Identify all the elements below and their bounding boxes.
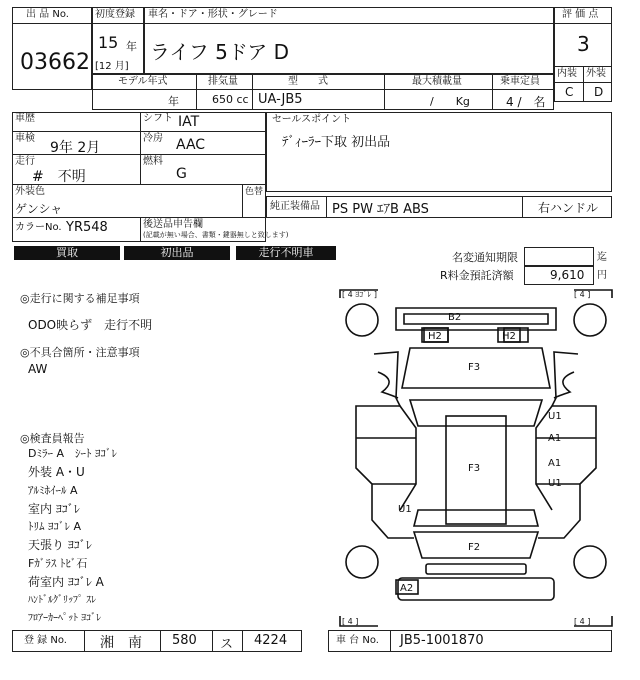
first-reg-label: 初度登録 xyxy=(95,9,135,20)
mark-u1-left: U1 xyxy=(398,504,412,515)
type-value: UA-JB5 xyxy=(258,92,303,107)
mark-u1-rt: U1 xyxy=(548,411,562,422)
exterior-label: 外装 xyxy=(586,68,606,79)
front-bumper xyxy=(396,308,556,330)
car-name-label: 車名・ドア・形状・グレード xyxy=(148,9,278,20)
shift-value: IAT xyxy=(178,114,200,130)
wheel-rear-left xyxy=(346,546,378,578)
displacement-label: 排気量 xyxy=(208,76,238,87)
name-change-unit: 迄 xyxy=(597,252,607,263)
inspector-line-6: 天張り ﾖｺﾞﾚ xyxy=(28,538,92,552)
recycle-label: R料金預託済額 xyxy=(440,269,514,282)
mark-a1-rt: A1 xyxy=(548,433,562,444)
sales-point-label: セールスポイント xyxy=(272,114,352,125)
chassis-number: JB5-1001870 xyxy=(400,633,484,648)
right-side xyxy=(538,352,596,538)
inspection-label: 車検 xyxy=(15,133,35,144)
lot-number: 03662 xyxy=(20,50,90,75)
name-change-box xyxy=(524,247,594,266)
mark-u1-rb: U1 xyxy=(548,478,562,489)
inspector-line-2: 外装 A・U xyxy=(28,465,85,479)
status-first-listing: 初出品 xyxy=(124,246,230,260)
ac-value: AAC xyxy=(176,137,206,153)
max-load-label: 最大積載量 xyxy=(412,76,462,87)
reg-label: 登 録 No. xyxy=(24,635,67,646)
mark-b2: B2 xyxy=(448,312,462,323)
color-no-value: YR548 xyxy=(66,220,108,235)
history-label: 車歴 xyxy=(15,113,35,124)
first-reg-year: 15 xyxy=(98,33,119,52)
inspector-header: ◎検査員報告 xyxy=(20,432,85,445)
fuel-label: 燃料 xyxy=(143,156,163,167)
inspector-line-4: 室内 ﾖｺﾞﾚ xyxy=(28,502,80,516)
wheel-front-right xyxy=(574,304,606,336)
sales-point-value: ﾃﾞｨｰﾗｰ下取 初出品 xyxy=(282,135,391,150)
mileage-label: 走行 xyxy=(15,156,35,167)
ac-label: 冷房 xyxy=(143,133,163,144)
interior-grade: C xyxy=(565,85,574,99)
driving-header: ◎走行に関する補足事項 xyxy=(20,292,140,305)
capacity-value: 4 / 名 xyxy=(506,95,546,109)
tire-rl-label: [ 4 ] xyxy=(342,617,359,626)
inspection-value: 9年 2月 xyxy=(50,140,101,156)
rear-bumper xyxy=(398,578,554,600)
docs-label: 後送品申告欄 xyxy=(143,219,203,230)
mark-f3-roof: F3 xyxy=(468,463,481,474)
reg-area: 湘 南 xyxy=(100,635,142,651)
windshield xyxy=(410,400,542,426)
mark-h2-left: H2 xyxy=(428,331,442,342)
inspector-line-5: ﾄﾘﾑ ﾖｺﾞﾚ A xyxy=(28,520,82,533)
inspector-line-7: Fｶﾞﾗｽ ﾄﾋﾞ石 xyxy=(28,557,88,570)
interior-label: 内装 xyxy=(557,68,577,79)
inspector-line-10: ﾌﾛｱｰｶｰﾍﾟｯﾄ ﾖｺﾞﾚ xyxy=(28,613,102,624)
name-change-label: 名変通知期限 xyxy=(452,251,518,264)
inspector-line-1: Dﾐﾗｰ A ｼｰﾄ ﾖｺﾞﾚ xyxy=(28,447,117,460)
color-no-label: カラーNo. xyxy=(15,222,62,233)
mark-a1-rb: A1 xyxy=(548,458,562,469)
driving-line-1: ODO映らず 走行不明 xyxy=(28,318,153,332)
grade-value: 3 xyxy=(577,32,590,56)
defects-header: ◎不具合箇所・注意事項 xyxy=(20,346,140,359)
wheel-rear-right xyxy=(574,546,606,578)
mark-a2: A2 xyxy=(400,583,414,594)
handle-value: 右ハンドル xyxy=(538,201,599,215)
status-buyout: 買取 xyxy=(14,246,120,260)
capacity-label: 乗車定員 xyxy=(500,76,540,87)
recycle-unit: 円 xyxy=(597,270,607,281)
docs-note: (記載が無い場合、書類・鍵器無しと致します) xyxy=(143,231,289,239)
inspector-line-9: ﾊﾝﾄﾞﾙｸﾞﾘｯﾌﾟ ｽﾚ xyxy=(28,595,97,606)
equipment-value: PS PW ｴｱB ABS xyxy=(332,202,429,217)
inspector-line-3: ｱﾙﾐﾎｲｰﾙ A xyxy=(28,484,78,497)
first-reg-month: [12 月] xyxy=(95,61,129,72)
equipment-label: 純正装備品 xyxy=(270,201,320,212)
color-value: ゲンシャ xyxy=(15,202,63,216)
max-load-value: / Kg xyxy=(430,95,470,108)
exterior-grade: D xyxy=(594,85,604,99)
wheel-front-left xyxy=(346,304,378,336)
inspector-line-8: 荷室内 ﾖｺﾞﾚ A xyxy=(28,575,104,589)
reg-number: 4224 xyxy=(254,633,288,648)
car-damage-diagram xyxy=(338,288,614,628)
mark-f3-hood: F3 xyxy=(468,362,481,373)
defects-line-1: AW xyxy=(28,362,48,376)
type-label: 型 式 xyxy=(288,76,328,87)
chassis-label: 車 台 No. xyxy=(336,635,379,646)
model-year-value: 年 xyxy=(168,95,179,108)
reg-class: 580 xyxy=(172,633,197,648)
tire-rr-label: [ 4 ] xyxy=(574,617,591,626)
model-year-label: モデル年式 xyxy=(118,76,168,87)
reg-kana: ス xyxy=(220,637,234,652)
fuel-value: G xyxy=(176,166,187,182)
year-unit: 年 xyxy=(126,40,137,53)
status-mileage-unknown: 走行不明車 xyxy=(236,246,336,260)
mileage-value: # 不明 xyxy=(32,169,86,185)
lot-label: 出 品 No. xyxy=(26,9,69,20)
mark-h2-right: H2 xyxy=(502,331,516,342)
mark-f2: F2 xyxy=(468,542,481,553)
color-label: 外装色 xyxy=(15,186,45,197)
shift-label: シフト xyxy=(143,113,173,124)
tire-fl-label: [ 4 ﾖｺﾞﾚ ] xyxy=(342,290,377,299)
car-name: ライフ 5ドア D xyxy=(150,40,290,64)
tire-fr-label: [ 4 ] xyxy=(574,290,591,299)
grade-label: 評 価 点 xyxy=(562,9,599,20)
recycle-value: 9,610 xyxy=(550,268,585,282)
color-change-label: 色替 xyxy=(245,187,264,197)
displacement-value: 650 cc xyxy=(212,93,249,106)
